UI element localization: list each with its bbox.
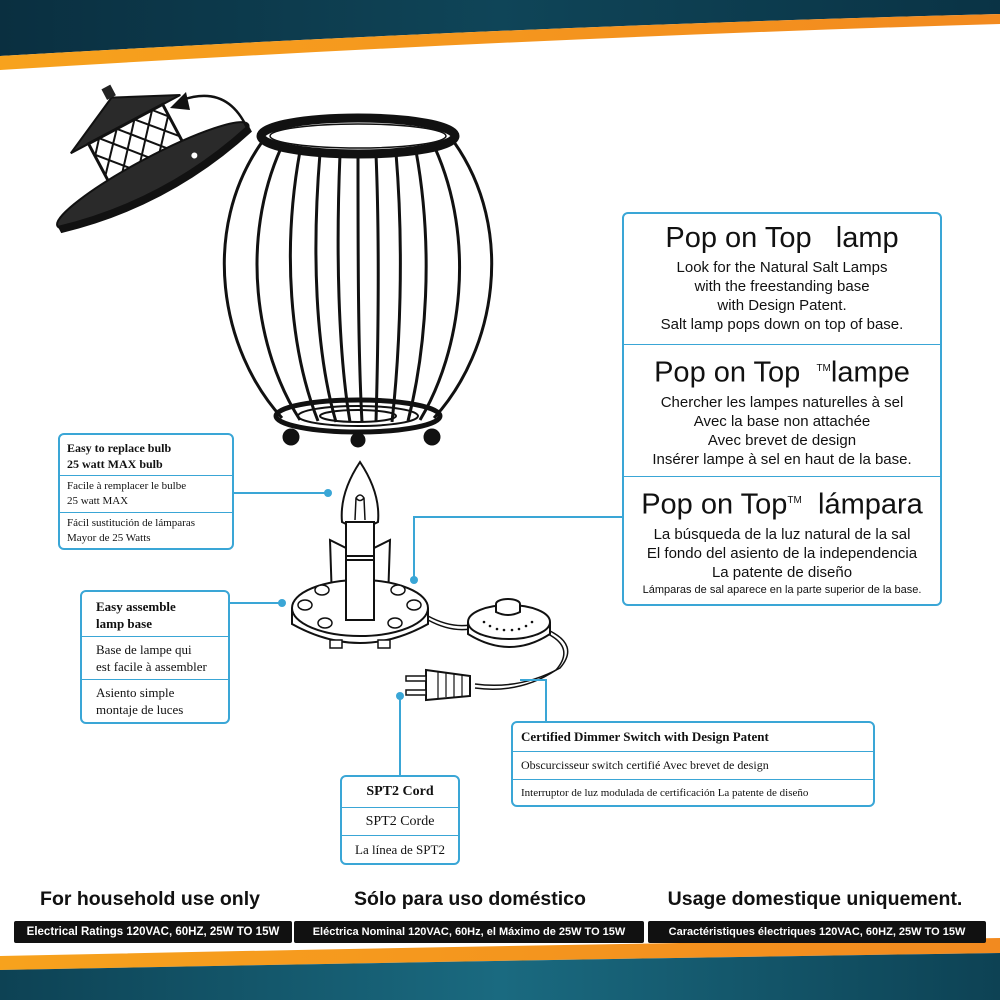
cord-callout: [340, 775, 460, 865]
pop-on-top-en-line-2: with the freestanding base: [694, 278, 870, 295]
pop-on-top-fr-word: lampe: [830, 356, 910, 389]
cord-callout-es: La línea de SPT2: [342, 835, 458, 863]
base-callout: [80, 590, 230, 724]
pop-on-top-fr-section: [624, 344, 940, 476]
base-title-line-2: lamp base: [96, 616, 152, 631]
pop-on-top-es-line-2: El fondo del asiento de la independencia: [646, 544, 918, 562]
base-disk-illustration: [292, 560, 428, 648]
pop-on-top-box: [622, 212, 942, 606]
pop-on-top-en-title: [624, 222, 940, 254]
footer-heading-fr: Usage domestique uniquement.: [667, 888, 963, 910]
footer-rating-fr: Caractéristiques électriques 120VAC, 60HZ, 25W TO 15W: [648, 921, 986, 943]
dimmer-callout-fr: Obscurcisseur switch certifié Avec brevet de design: [513, 751, 873, 779]
pop-on-top-en-word: lamp: [835, 222, 899, 254]
bulb-es-line-2: Mayor de 25 Watts: [67, 532, 151, 544]
bulb-title-line-2: 25 watt MAX bulb: [67, 457, 163, 471]
base-es-line-2: montaje de luces: [96, 702, 184, 717]
dimmer-callout: [511, 721, 875, 807]
pop-on-top-es-title: [624, 485, 940, 521]
base-callout-fr: [82, 636, 228, 679]
base-fr-line-2: est facile à assembler: [96, 659, 207, 674]
base-title-line-1: Easy assemble: [96, 599, 176, 614]
pop-on-top-en-line-3: with Design Patent.: [717, 297, 847, 314]
pop-on-top-fr-line-3: Avec brevet de design: [707, 431, 857, 449]
pop-on-top-es-line-1: La búsqueda de la luz natural de la sal: [653, 525, 911, 543]
dimmer-callout-es: Interruptor de luz modulada de certificación La patente de diseño: [513, 779, 873, 806]
trademark-mark: TM: [787, 495, 802, 506]
base-callout-title: [82, 592, 228, 636]
pop-on-top-es-word: lámpara: [818, 488, 923, 521]
base-callout-es: [82, 679, 228, 722]
dimmer-illustration: [468, 599, 550, 647]
lamp-cage-illustration: [224, 118, 491, 447]
footer-heading-es: Sólo para uso doméstico: [354, 888, 586, 910]
pop-on-top-en-line-1: Look for the Natural Salt Lamps: [676, 259, 888, 276]
footer-heading-en: For household use only: [40, 888, 260, 910]
pop-on-top-es-section: [624, 476, 940, 604]
pop-on-top-en-line-4: Salt lamp pops down on top of base.: [660, 316, 904, 333]
footer-rating-en: Electrical Ratings 120VAC, 60HZ, 25W TO 15W: [14, 921, 292, 943]
pop-on-top-fr-title-text: Pop on Top: [654, 356, 801, 389]
lamp-lid-illustration: [11, 36, 259, 245]
bulb-fr-line-1: Facile à remplacer le bulbe: [67, 480, 187, 492]
footer-rating-es: Eléctrica Nominal 120VAC, 60Hz, el Máximo de 25W TO 15W: [294, 921, 644, 943]
pop-on-top-fr-title: [624, 353, 940, 389]
pop-on-top-fr-line-1: Chercher les lampes naturelles à sel: [660, 393, 904, 411]
bulb-callout-es: [60, 512, 232, 549]
pop-on-top-es-line-3: La patente de diseño: [711, 563, 853, 581]
dimmer-callout-title: Certified Dimmer Switch with Design Patent: [521, 729, 769, 744]
pop-on-top-es-line-4: Lámparas de sal aparece en la parte superior de la base.: [642, 583, 922, 596]
pop-on-top-en-title-text: Pop on Top: [665, 222, 812, 254]
bulb-callout-fr: [60, 475, 232, 512]
bulb-es-line-1: Fácil sustitución de lámparas: [67, 517, 195, 529]
pop-on-top-fr-line-4: Insérer lampe à sel en haut de la base.: [652, 450, 912, 468]
trademark-mark: TM: [816, 363, 831, 374]
base-es-line-1: Asiento simple: [96, 685, 175, 700]
top-banner: [0, 0, 1000, 70]
bulb-callout: [58, 433, 234, 550]
bulb-fr-line-2: 25 watt MAX: [67, 495, 129, 507]
plug-illustration: [406, 670, 470, 700]
bulb-title-line-1: Easy to replace bulb: [67, 441, 172, 455]
cord-callout-fr: SPT2 Corde: [342, 807, 458, 835]
pop-on-top-fr-line-2: Avec la base non attachée: [693, 412, 871, 430]
cord-callout-title: SPT2 Cord: [366, 784, 434, 799]
pop-on-top-es-title-text: Pop on Top: [641, 488, 788, 521]
bulb-callout-title: [60, 435, 232, 475]
bottom-banner: [0, 938, 1000, 1000]
base-fr-line-1: Base de lampe qui: [96, 642, 192, 657]
pop-on-top-en-section: [624, 214, 940, 344]
